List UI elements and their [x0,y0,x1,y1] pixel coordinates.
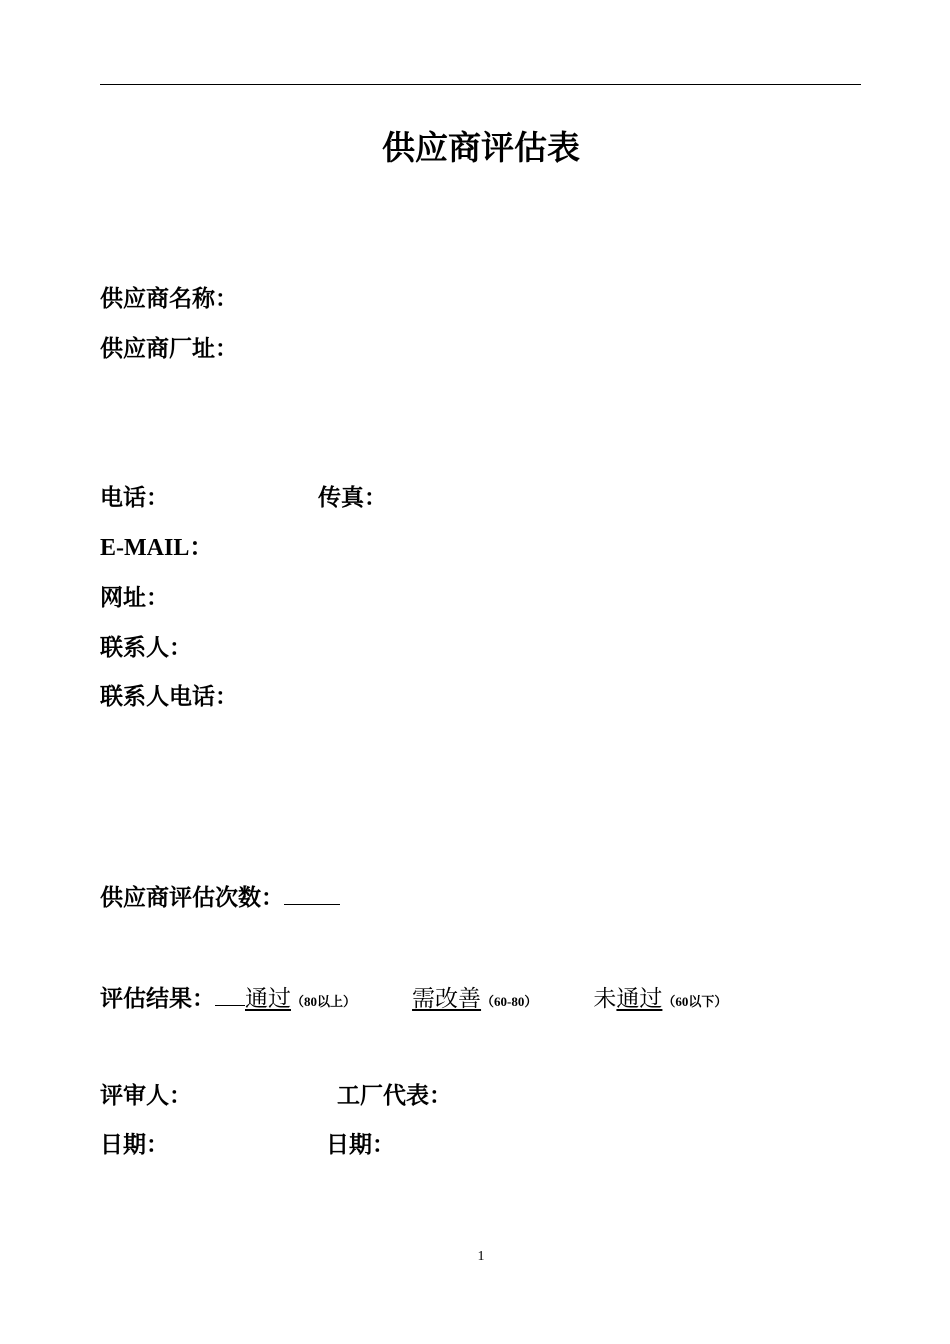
factory-rep-label: 工厂代表： [337,1082,452,1109]
evaluation-count-blank[interactable] [284,882,340,905]
fax-label: 传真： [318,484,387,511]
reviewer-label: 评审人： [100,1082,192,1109]
result-option-pass[interactable]: 通过 [245,986,291,1012]
result-option-fail-prefix: 未 [593,986,617,1012]
header-rule [100,84,861,85]
result-option-fail[interactable]: 通过 [616,986,663,1012]
form-title: 供应商评估表 [382,128,580,167]
factory-rep-date-label: 日期： [326,1131,395,1158]
result-option-fail-note: （60以下） [662,994,728,1009]
supplier-name-label: 供应商名称： [100,285,238,312]
evaluation-count-label: 供应商评估次数： [100,884,284,911]
page-number: 1 [477,1249,485,1264]
website-label: 网址： [100,584,169,611]
evaluation-result-label: 评估结果： [100,985,215,1012]
evaluation-result-row [100,983,727,1017]
email-label: E-MAIL： [100,535,214,561]
phone-label: 电话： [100,484,169,511]
reviewer-date-label: 日期： [100,1131,169,1158]
result-check-blank[interactable] [215,983,245,1006]
evaluation-count-row [100,882,340,913]
result-option-improve[interactable]: 需改善 [412,986,482,1012]
contact-person-label: 联系人： [100,634,192,661]
contact-person-phone-label: 联系人电话： [100,683,238,710]
result-option-pass-note: （80以上） [291,994,357,1009]
result-option-improve-note: （60-80） [481,994,538,1009]
supplier-address-label: 供应商厂址： [100,335,238,362]
